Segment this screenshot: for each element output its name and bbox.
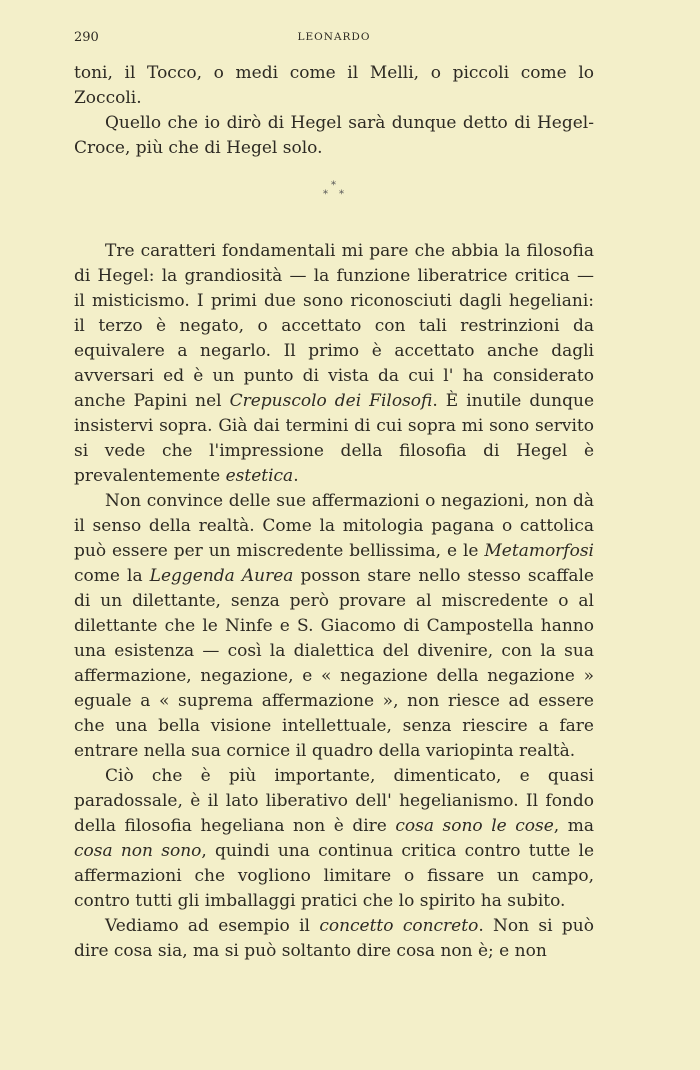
title-metamorfosi: Metamorfosi [484,541,594,561]
title-crepuscolo: Crepuscolo dei Filosofi [229,391,433,411]
term-estetica: estetica [225,466,294,486]
asterisk-left: * [323,189,328,200]
page-header [74,30,594,46]
page-number: 290 [74,30,99,45]
phrase-cosa-sono: cosa sono le cose [395,816,554,836]
top-text [74,61,594,161]
paragraph-cio-che: Ciò che è più importante, dimenticato, e quasi paradossale, è il lato liberativo dell' hegelianismo. Il fondo della filosofia hegeliana non è dire cosa sono le cose, ma cosa non sono, quindi una continua critica contro tutte le affermazioni che vogliono limitare o fissare un campo, contro tutti gli imballaggi pratici che lo spirito ha subito. [74,766,594,911]
phrase-cosa-non-sono: cosa non sono [74,841,202,861]
paragraph-vediamo: Vediamo ad esempio il concetto concreto. Non si può dire cosa sia, ma si può soltanto dire cosa non è; e non [74,916,594,961]
section-separator-asterism [322,180,348,204]
paragraph-non-convince: Non convince delle sue affermazioni o negazioni, non dà il senso della realtà. Come la mitologia pagana o cattolica può essere per un miscredente bellissima, e le Metamorfosi come la Leggenda Aurea posson stare nello stesso scaffale di un dilettante, senza però provare al miscredente o al dilettante che le Ninfe e S. Giacomo di Campostella hanno una esistenza — così la dialettica del divenire, con la sua affermazione, negazione, e « negazione della negazione » eguale a « suprema affermazione », non riesce ad essere che una bella visione intellettuale, senza riescire a fare entrare nella sua cornice il quadro della variopinta realtà. [74,491,594,761]
asterisk-top: * [331,180,336,191]
paragraph-hegel-croce: Quello che io dirò di Hegel sarà dunque detto di Hegel-Croce, più che di Hegel solo. [74,113,594,158]
running-head: LEONARDO [297,31,371,43]
paragraph-continued: toni, il Tocco, o medi come il Melli, o piccoli come lo Zoccoli. [74,63,594,108]
term-concetto-concreto: concetto concreto [319,916,479,936]
main-text [74,239,594,964]
asterisk-right: * [339,189,344,200]
title-leggenda-aurea: Leggenda Aurea [149,566,294,586]
paragraph-tre-caratteri: Tre caratteri fondamentali mi pare che abbia la filosofia di Hegel: la grandiosità — la funzione liberatrice critica — il misticismo. I primi due sono riconosciuti dagli hegeliani: il terzo è negato, o accettato con tali restrinzioni da equivalere a negarlo. Il primo è accettato anche dagli avversari ed è un punto di vista da cui l' ha considerato anche Papini nel Crepuscolo dei Filosofi. È inutile dunque insistervi sopra. Già dai termini di cui sopra mi sono servito si vede che l'impressione della filosofia di Hegel è prevalentemente estetica. [74,241,594,486]
